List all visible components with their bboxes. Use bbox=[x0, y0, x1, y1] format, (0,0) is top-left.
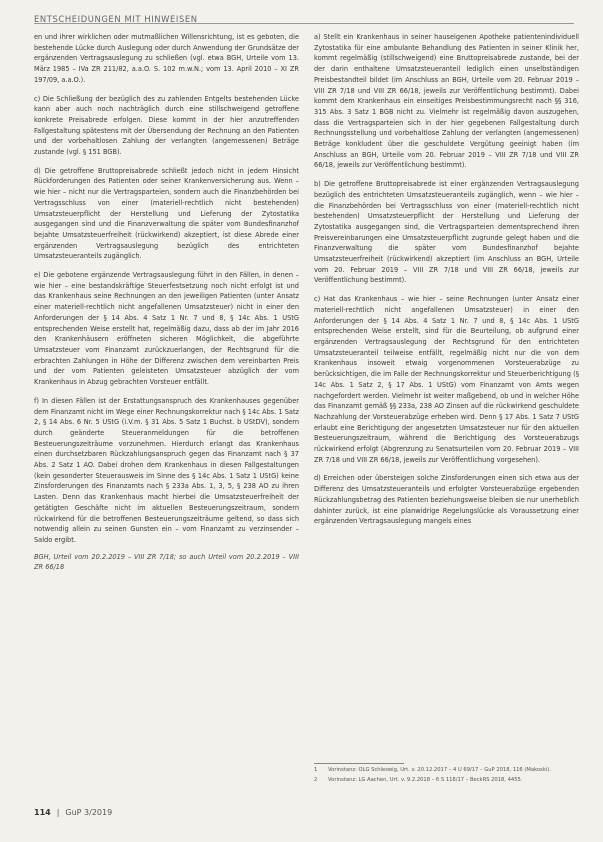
court-citation: BGH, Urteil vom 20.2.2019 – VIII ZR 7/18; so auch Urteil vom 20.2.2019 – VIII ZR 66/18 bbox=[34, 552, 299, 572]
footnote-number: 1 bbox=[314, 767, 318, 773]
paragraph: en und ihrer wirklichen oder mutmaßlichen Willensrichtung, ist es geboten, die bestehende Lücke durch Auslegung oder durch Anwendung der Grundsätze der ergänzenden Vertragsauslegung zu schließen (vgl. etwa BGH, Urteile vom 13. März 1985 – IVa ZR 211/82, a.a.O. S. 102 m.w.N.; vom 13. April 2010 – XI ZR 197/09, a.a.O.). bbox=[34, 33, 299, 84]
footnote bbox=[314, 766, 579, 775]
left-column bbox=[34, 32, 299, 581]
paragraph: e) Die gebotene ergänzende Vertragsauslegung führt in den Fällen, in denen – wie hier – eine bestandskräftige Steuerfestsetzung noch nicht erfolgt ist und das Krankenhaus seine Rechnungen an den jeweiligen Patienten (unter Ansatz einer materiell-rechtlich nicht angefallenen Umsatzsteuer) nicht in einer den Anforderungen der § 14 Abs. 4 Satz 1 Nr. 7 und 8, § 14c Abs. 1 UStG entsprechenden Weise erstellt hat, regelmäßig dazu, dass ab der im Jahr 2016 den Krankenhäusern eröffneten sicheren Möglichkeit, die abgeführte Umsatzsteuer vom Finanzamt zurückzuerlangen, der Rechtsgrund für die erbrachten Zahlungen in Höhe der Differenz zwischen dem vereinbarten Preis und der vom Patienten geleisteten Umsatzsteuer abzüglich der vom Krankenhaus in Abzug gebrachten Vorsteuer entfällt. bbox=[34, 271, 299, 387]
page-number: 114 bbox=[34, 808, 51, 817]
paragraph: a) Stellt ein Krankenhaus in seiner hauseigenen Apotheke patientenindividuell Zytostatika für eine ambulante Behandlung des Patienten in seiner Klinik her, kommt regelmäßig (stillschweigend) eine Bruttopreisabrede zustande, bei der der darin enthaltene Umsatzsteueranteil lediglich einen unselbständigen Preisbestandteil bildet (im Anschluss an BGH, Urteile vom 20. Februar 2019 – VIII ZR 7/18 und VIII ZR 66/18, jeweils zur Veröffentlichung bestimmt). Dabei kommt dem Krankenhaus ein einseitiges Preisbestimmungsrecht nach §§ 316, 315 Abs. 3 Satz 1 BGB nicht zu. Vielmehr ist regelmäßig davon auszugehen, dass die Vertragsparteien sich in der hier gegebenen Fallgestaltung durch Rechnungsstellung und vorbehaltlose Zahlung der verlangten (angemessenen) Beträge konkludent über die geschuldete Vergütung geeinigt haben (im Anschluss an BGH, Urteile vom 20. Februar 2019 – VIII ZR 7/18 und VIII ZR 66/18, jeweils zur Veröffentlichung bestimmt). bbox=[314, 33, 579, 170]
journal-issue: GuP 3/2019 bbox=[65, 808, 113, 817]
page-footer bbox=[34, 808, 112, 817]
paragraph: d) Die getroffene Bruttopreisabrede schließt jedoch nicht in jedem Hinsicht Rückforderungen des Patienten oder seiner Krankenversicherung aus. Wenn – wie hier – nicht nur die Vertragsparteien, sondern auch die Finanzbehörden bei Vertragsschluss von einer (materiell-rechtlich nicht bestehenden) Umsatzsteuerpflicht der Herstellung und Lieferung der Zytostatika ausgegangen sind und die Finanzverwaltung die später vom Bundesfinanzhof bejahte Umsatzsteuerfreiheit (rückwirkend) akzeptiert, ist diese Abrede einer ergänzenden Vertragsauslegung bezüglich des entrichteten Umsatzsteueranteils zugänglich. bbox=[34, 166, 299, 261]
paragraph: b) Die getroffene Bruttopreisabrede ist einer ergänzenden Vertragsauslegung bezüglich des entrichteten Umsatzsteueranteils zugänglich, wenn – wie hier – die Finanzbehörden bei Vertragsschluss von einer (materiell-rechtlich nicht bestehenden) Umsatzsteuerpflicht der Herstellung und Lieferung der Zytostatika ausgegangen sind, die Vertragsparteien dementsprechend ihren Preisvereinbarungen eine Umsatzsteuerpflicht zugrunde gelegt haben und die Finanzverwaltung die später vom Bundesfinanzhof bejahte Umsatzsteuerfreiheit (rückwirkend) akzeptiert (im Anschluss an BGH, Urteile vom 20. Februar 2019 – VIII ZR 7/18 und VIII ZR 66/18, jeweils zur Veröffentlichung bestimmt). bbox=[314, 180, 579, 285]
paragraph: f) In diesen Fällen ist der Erstattungsanspruch des Krankenhauses gegenüber dem Finanzamt nicht im Wege einer Rechnungskorrektur nach § 14c Abs. 1 Satz 2, § 14 Abs. 6 Nr. 5 UStG (i.V.m. § 31 Abs. 5 Satz 1 Buchst. b UStDV), sondern durch geänderte Steueranmeldungen für die betroffenen Besteuerungszeiträume vorzunehmen. Hierdurch erlangt das Krankenhaus einen durchsetzbaren Rückzahlungsanspruch gegen das Finanzamt nach § 37 Abs. 2 Satz 1 AO. Dabei drohen dem Krankenhaus in diesen Fallgestaltungen (kein gesonderter Steuerausweis im Sinne des § 14c Abs. 1 Satz 1 UStG) keine Zinsforderungen des Finanzamts nach § 233a Abs. 1, 3, 5, § 238 AO zu ihren Lasten. Denn das Krankenhaus macht hierbei die Umsatzsteuerfreiheit der getätigten Geschäfte nicht im aktuellen Besteuerungszeitraum, sondern rückwirkend für die betroffenen Besteuerungszeiträume geltend, so dass sich notwendig allein zu seinen Gunsten ein – vom Finanzamt zu verzinsender – Saldo ergibt. bbox=[34, 396, 299, 544]
footnote-text: Vorinstanz: LG Aachen, Urt. v. 9.2.2018 – 6 S 118/17 – BeckRS 2018, 4455. bbox=[328, 776, 523, 783]
footnote-divider bbox=[314, 763, 404, 764]
footnote bbox=[314, 776, 579, 785]
footnote-number: 2 bbox=[314, 776, 318, 783]
paragraph: d) Erreichen oder übersteigen solche Zinsforderungen einen sich etwa aus der Differenz des Umsatzsteueranteils und erfolgter Vorsteuerabzüge ergebenden Rückzahlungsbetrag des Patienten beziehungsweise bleiben sie nur unerheblich dahinter zurück, ist eine planwidrige Regelungslücke als Voraussetzung einer ergänzenden Vertragsauslegung mangels eines bbox=[314, 474, 579, 526]
paragraph: c) Die Schließung der bezüglich des zu zahlenden Entgelts bestehenden Lücke kann aber auch noch nachträglich durch eine stillschweigend getroffene konkrete Preisabrede erfolgen. Diese kommt in der hier anzutreffenden Fallgestaltung spätestens mit der Übersendung der Rechnung an den Patienten und der vorbehaltlosen Zahlung der verlangten (angemessenen) Beträge zustande (vgl. § 151 BGB). bbox=[34, 94, 299, 157]
paragraph: c) Hat das Krankenhaus – wie hier – seine Rechnungen (unter Ansatz einer materiell-rechtlich nicht angefallenen Umsatzsteuer) in einer den Anforderungen der § 14 Abs. 4 Satz 1 Nr. 7 und 8, § 14c Abs. 1 UStG entsprechenden Weise erstellt, sind für die Beurteilung, ob aufgrund einer ergänzenden Vertragsauslegung der Rechtsgrund für den entrichteten Umsatzsteueranteil teilweise entfällt, regelmäßig nicht nur die von dem Krankenhaus insoweit etwaig vorgenommenen Vorsteuerabzüge zu berücksichtigen, die im Falle der Rechnungskorrektur und Steuerberichtigung (§ 14c Abs. 1 Satz 2, § 17 Abs. 1 UStG) vom Finanzamt von Amts wegen nachgefordert werden. Vielmehr ist weiter maßgebend, ob und in welcher Höhe das Finanzamt gemäß §§ 233a, 238 AO Zinsen auf die rückwirkend geschuldete Nachzahlung der Vorsteuerabzüge erheben wird. Denn § 17 Abs. 1 Satz 7 UStG erlaubt eine Berichtigung der angesetzten Umsatzsteuer nur für den aktuellen Besteuerungszeitraum, während die Berichtigung des Vorsteuerabzugs rückwirkend erfolgt (Abgrenzung zu Senatsurteilen vom 20. Februar 2019 – VIII ZR 7/18 und VIII ZR 66/18, jeweils zur Veröffentlichung vorgesehen). bbox=[314, 295, 579, 464]
header-title: ENTSCHEIDUNGEN MIT HINWEISEN bbox=[34, 14, 198, 24]
right-column bbox=[314, 32, 579, 535]
footer-separator: | bbox=[56, 808, 60, 817]
footnotes bbox=[314, 766, 579, 785]
running-header bbox=[34, 7, 574, 24]
footnote-text: Vorinstanz: OLG Schleswig, Urt. v. 20.12.2017 – 4 U 69/17 – GuP 2018, 116 (Makoski). bbox=[328, 767, 551, 773]
